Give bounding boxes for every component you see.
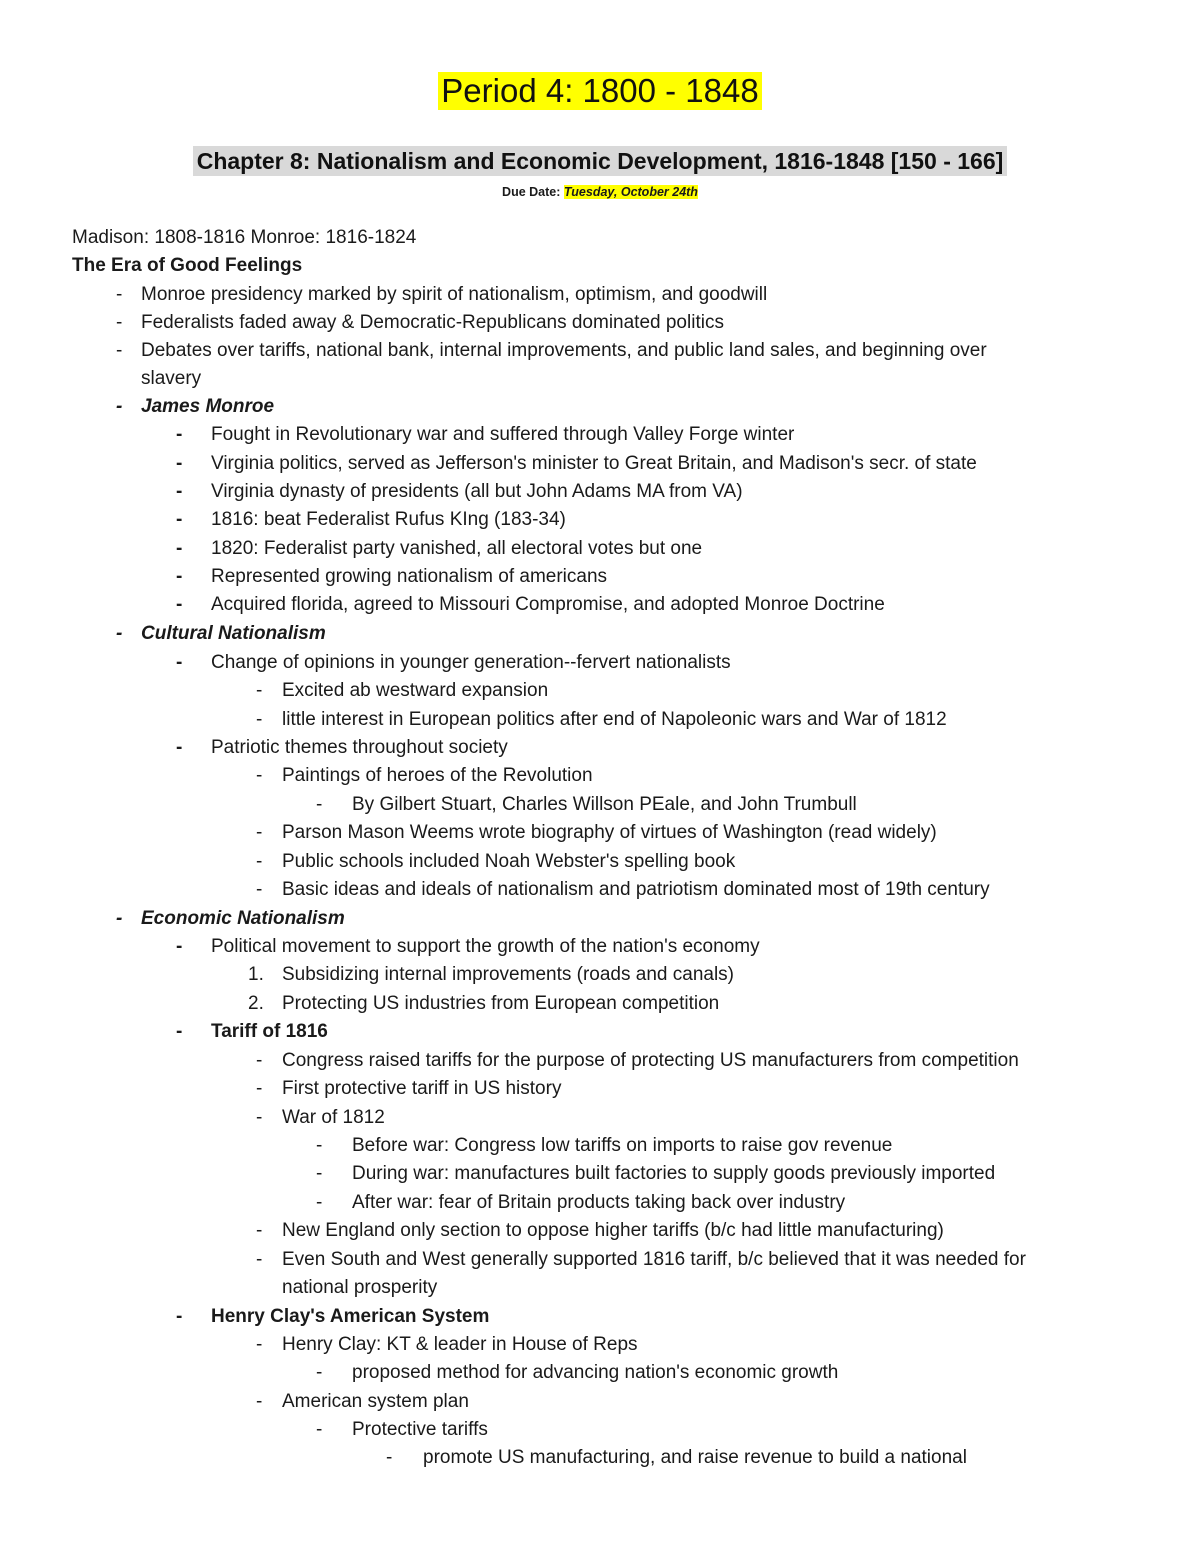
bullet-dash: - — [176, 566, 183, 587]
list-item-text: Debates over tariffs, national bank, internal improvements, and public land sales, and beginning over — [141, 340, 987, 361]
bullet-dash: - — [176, 424, 183, 445]
subheading-text: Tariff of 1816 — [211, 1021, 328, 1042]
bullet-dash: - — [386, 1447, 393, 1468]
list-item-text: American system plan — [282, 1391, 469, 1412]
bullet-dash: - — [316, 1362, 323, 1383]
list-item-text: Patriotic themes throughout society — [211, 737, 508, 758]
bullet-dash: - — [116, 908, 123, 929]
list-item-text: Protecting US industries from European competition — [282, 993, 720, 1014]
list-item-text: Basic ideas and ideals of nationalism and patriotism dominated most of 19th century — [282, 879, 990, 900]
list-item-text: After war: fear of Britain products taking back over industry — [352, 1192, 846, 1213]
bullet-dash: - — [116, 623, 123, 644]
bullet-dash: - — [176, 594, 183, 615]
subheading-text: Henry Clay's American System — [211, 1306, 490, 1327]
bullet-dash: - — [116, 396, 123, 417]
bullet-dash: - — [176, 1306, 183, 1327]
bullet-dash: - — [316, 1163, 323, 1184]
bullet-dash: - — [316, 794, 323, 815]
list-item-text: Before war: Congress low tariffs on imports to raise gov revenue — [352, 1135, 893, 1156]
list-item-text: During war: manufactures built factories to supply goods previously imported — [352, 1163, 996, 1184]
list-item-text: 1816: beat Federalist Rufus KIng (183-34) — [211, 509, 566, 530]
list-item-text: national prosperity — [282, 1277, 438, 1298]
title-row — [0, 72, 1200, 110]
bullet-dash: - — [176, 509, 183, 530]
bullet-dash: - — [256, 1249, 263, 1270]
list-item-text: Virginia politics, served as Jefferson's minister to Great Britain, and Madison's secr. of state — [211, 453, 977, 474]
presidents-text: Madison: 1808-1816 Monroe: 1816-1824 — [72, 227, 417, 248]
bullet-dash: - — [256, 1107, 263, 1128]
list-item-text: New England only section to oppose higher tariffs (b/c had little manufacturing) — [282, 1220, 944, 1241]
list-item-text: slavery — [141, 368, 202, 389]
bullet-dash: - — [256, 680, 263, 701]
list-item-text: Excited ab westward expansion — [282, 680, 549, 701]
bullet-dash: - — [176, 1021, 183, 1042]
bullet-dash: - — [256, 1220, 263, 1241]
list-item-text: Political movement to support the growth of the nation's economy — [211, 936, 760, 957]
list-item-text: By Gilbert Stuart, Charles Willson PEale, and John Trumbull — [352, 794, 857, 815]
due-date-row — [0, 184, 1200, 200]
bullet-dash: - — [256, 1334, 263, 1355]
list-item-text: Henry Clay: KT & leader in House of Reps — [282, 1334, 638, 1355]
due-date-label: Due Date: — [502, 185, 564, 199]
list-item-text: Paintings of heroes of the Revolution — [282, 765, 593, 786]
list-item-text: Change of opinions in younger generation--fervert nationalists — [211, 652, 731, 673]
section-heading-text: The Era of Good Feelings — [72, 255, 303, 276]
bullet-dash: - — [176, 737, 183, 758]
bullet-dash: - — [176, 538, 183, 559]
list-item-text: Protective tariffs — [352, 1419, 488, 1440]
bullet-dash: - — [256, 822, 263, 843]
subheading-text: Cultural Nationalism — [141, 623, 326, 644]
subheading-text: James Monroe — [141, 396, 275, 417]
list-item-text: First protective tariff in US history — [282, 1078, 562, 1099]
list-item-text: Virginia dynasty of presidents (all but John Adams MA from VA) — [211, 481, 743, 502]
page-title: Period 4: 1800 - 1848 — [438, 72, 761, 110]
list-item-text: Congress raised tariffs for the purpose of protecting US manufacturers from competition — [282, 1050, 1019, 1071]
chapter-heading: Chapter 8: Nationalism and Economic Development, 1816-1848 [150 - 166] — [193, 146, 1008, 176]
list-item-text: 1820: Federalist party vanished, all electoral votes but one — [211, 538, 703, 559]
list-item-text: little interest in European politics after end of Napoleonic wars and War of 1812 — [282, 709, 947, 730]
bullet-dash: - — [176, 481, 183, 502]
bullet-dash: - — [116, 312, 123, 333]
bullet-dash: - — [176, 652, 183, 673]
bullet-dash: - — [256, 879, 263, 900]
list-item-continuation — [282, 1276, 437, 1300]
bullet-dash: - — [256, 1391, 263, 1412]
number-marker: 2. — [248, 993, 264, 1014]
bullet-dash: - — [256, 1050, 263, 1071]
list-item-text: Parson Mason Weems wrote biography of virtues of Washington (read widely) — [282, 822, 937, 843]
number-marker: 1. — [248, 964, 264, 985]
list-item-text: Fought in Revolutionary war and suffered through Valley Forge winter — [211, 424, 795, 445]
bullet-dash: - — [116, 340, 123, 361]
chapter-row — [0, 146, 1200, 176]
list-item-text: Public schools included Noah Webster's spelling book — [282, 851, 736, 872]
bullet-dash: - — [316, 1135, 323, 1156]
list-item-text: Federalists faded away & Democratic-Republicans dominated politics — [141, 312, 724, 333]
list-item-text: proposed method for advancing nation's economic growth — [352, 1362, 839, 1383]
list-item-continuation — [141, 367, 201, 391]
bullet-dash: - — [176, 453, 183, 474]
bullet-dash: - — [256, 765, 263, 786]
list-item-text: Acquired florida, agreed to Missouri Compromise, and adopted Monroe Doctrine — [211, 594, 885, 615]
presidents-line — [72, 226, 416, 250]
bullet-dash: - — [256, 709, 263, 730]
due-date-value: Tuesday, October 24th — [563, 185, 698, 199]
list-item-text: War of 1812 — [282, 1107, 385, 1128]
bullet-dash: - — [176, 936, 183, 957]
bullet-dash: - — [116, 284, 123, 305]
list-item-text: promote US manufacturing, and raise revenue to build a national — [423, 1447, 967, 1468]
list-item-text: Monroe presidency marked by spirit of nationalism, optimism, and goodwill — [141, 284, 768, 305]
list-item-text: Subsidizing internal improvements (roads and canals) — [282, 964, 735, 985]
list-item-text: Represented growing nationalism of americans — [211, 566, 608, 587]
bullet-dash: - — [256, 851, 263, 872]
bullet-dash: - — [256, 1078, 263, 1099]
bullet-dash: - — [316, 1192, 323, 1213]
subheading-text: Economic Nationalism — [141, 908, 345, 929]
section-heading — [72, 254, 302, 278]
list-item-text: Even South and West generally supported 1816 tariff, b/c believed that it was needed for — [282, 1249, 1026, 1270]
bullet-dash: - — [316, 1419, 323, 1440]
